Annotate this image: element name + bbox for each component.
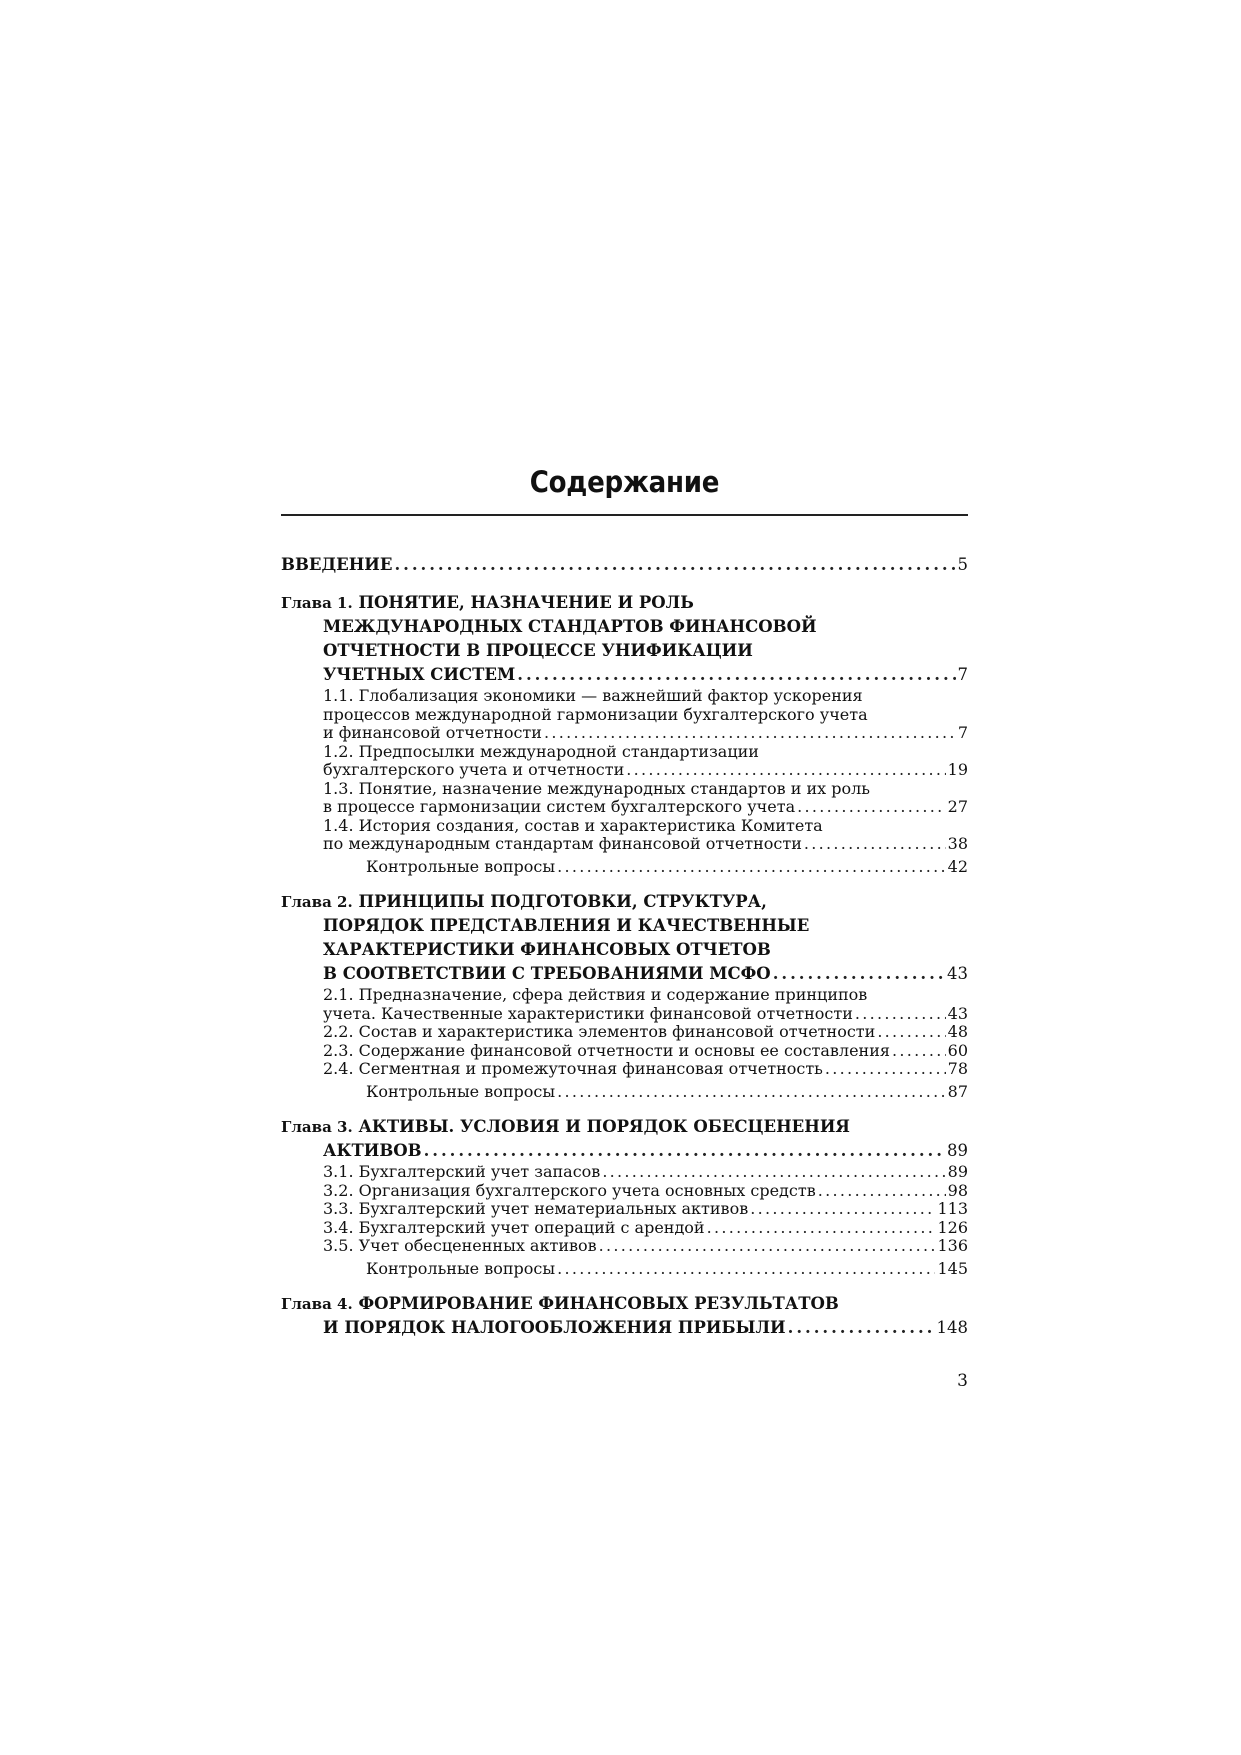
- dot-leader: [773, 962, 945, 986]
- toc-entry-section[interactable]: [281, 1237, 968, 1256]
- toc-entry-label: В СООТВЕТСТВИИ С ТРЕБОВАНИЯМИ МСФО: [323, 964, 771, 983]
- section-line[interactable]: 1.4. История создания, состав и характеристика Комитета: [323, 815, 823, 835]
- page-number: 3: [957, 1371, 968, 1391]
- table-of-contents: [281, 553, 968, 1340]
- dot-leader: [804, 835, 946, 854]
- chapter-heading-line[interactable]: [281, 962, 968, 986]
- toc-entry-section[interactable]: [281, 1163, 968, 1182]
- dot-leader: [626, 761, 945, 780]
- toc-page-number: 60: [947, 1040, 968, 1060]
- chapter-heading-line[interactable]: [281, 1316, 968, 1340]
- dot-leader: [602, 1163, 945, 1182]
- toc-page-number: 89: [947, 1141, 968, 1160]
- toc-entry-label: АКТИВОВ: [323, 1141, 422, 1160]
- chapter-heading-text: ФОРМИРОВАНИЕ ФИНАНСОВЫХ РЕЗУЛЬТАТОВ: [358, 1294, 839, 1313]
- chapter-heading-text: ПРИНЦИПЫ ПОДГОТОВКИ, СТРУКТУРА,: [358, 892, 767, 911]
- dot-leader: [855, 1005, 946, 1024]
- dot-leader: [424, 1139, 945, 1163]
- toc-entry-questions[interactable]: [281, 1083, 968, 1102]
- chapter-heading-text: АКТИВЫ. УСЛОВИЯ И ПОРЯДОК ОБЕСЦЕНЕНИЯ: [358, 1117, 850, 1136]
- dot-leader: [788, 1316, 935, 1340]
- chapter-prefix: Глава 3.: [281, 1118, 353, 1136]
- toc-page-number: 7: [957, 723, 968, 742]
- toc-entry-label: 3.3. Бухгалтерский учет нематериальных активов: [323, 1199, 749, 1218]
- section-line[interactable]: 1.3. Понятие, назначение международных стандартов и их роль: [323, 778, 871, 798]
- toc-entry-section[interactable]: [281, 1200, 968, 1219]
- toc-page-number: 7: [957, 665, 968, 684]
- chapter-block: [281, 890, 968, 1101]
- dot-leader: [797, 798, 946, 817]
- dot-leader: [707, 1219, 936, 1238]
- section-line[interactable]: 2.1. Предназначение, сфера действия и содержание принципов: [323, 985, 868, 1004]
- toc-entry-section[interactable]: [281, 724, 968, 743]
- toc-page-number: 98: [947, 1180, 968, 1200]
- title-rule: [281, 514, 968, 516]
- dot-leader: [892, 1042, 946, 1061]
- toc-entry-section[interactable]: [281, 1023, 968, 1042]
- chapter-block: [281, 591, 968, 876]
- toc-entry-label: Контрольные вопросы: [366, 1081, 556, 1101]
- toc-page-number: 78: [947, 1059, 968, 1078]
- toc-entry-section[interactable]: [281, 1005, 968, 1024]
- toc-entry-section[interactable]: [281, 1219, 968, 1238]
- toc-entry-label: 2.2. Состав и характеристика элементов финансовой отчетности: [323, 1022, 876, 1041]
- toc-page-number: 42: [947, 856, 968, 876]
- toc-page-number: 136: [937, 1236, 968, 1255]
- dot-leader: [750, 1200, 935, 1219]
- chapter-heading-line: ОТЧЕТНОСТИ В ПРОЦЕССЕ УНИФИКАЦИИ: [323, 641, 753, 660]
- toc-entry-introduction[interactable]: [281, 553, 968, 577]
- toc-entry-label: 3.5. Учет обесцененных активов: [323, 1236, 597, 1255]
- dot-leader: [557, 858, 946, 877]
- toc-entry-questions[interactable]: [281, 858, 968, 877]
- chapter-prefix: Глава 1.: [281, 594, 353, 612]
- chapter-prefix: Глава 2.: [281, 893, 353, 911]
- dot-leader: [825, 1060, 946, 1079]
- chapter-heading[interactable]: [281, 890, 968, 914]
- toc-entry-label: ВВЕДЕНИЕ: [281, 555, 393, 574]
- chapter-prefix: Глава 4.: [281, 1295, 353, 1313]
- chapter-heading-line: МЕЖДУНАРОДНЫХ СТАНДАРТОВ ФИНАНСОВОЙ: [323, 617, 817, 636]
- section-line[interactable]: 1.2. Предпосылки международной стандартизации: [323, 741, 759, 761]
- dot-leader: [544, 724, 956, 743]
- toc-entry-label: бухгалтерского учета и отчетности: [323, 760, 625, 779]
- toc-page-number: 43: [947, 1003, 968, 1023]
- toc-entry-section[interactable]: [281, 1182, 968, 1201]
- toc-page-number: 19: [947, 760, 968, 779]
- toc-entry-label: Контрольные вопросы: [366, 856, 556, 876]
- dot-leader: [557, 1260, 935, 1279]
- toc-entry-section[interactable]: [281, 1042, 968, 1061]
- chapter-heading-line: ПОРЯДОК ПРЕДСТАВЛЕНИЯ И КАЧЕСТВЕННЫЕ: [323, 916, 810, 935]
- dot-leader: [394, 553, 955, 577]
- toc-page-number: 48: [947, 1022, 968, 1041]
- chapter-heading[interactable]: [281, 1292, 968, 1316]
- section-line[interactable]: процессов международной гармонизации бухгалтерского учета: [323, 704, 868, 724]
- toc-page-number: 87: [947, 1081, 968, 1101]
- dot-leader: [557, 1083, 946, 1102]
- dot-leader: [877, 1023, 945, 1042]
- toc-page-number: 126: [937, 1217, 968, 1237]
- page-title: Содержание: [529, 465, 720, 499]
- toc-entry-label: 3.2. Организация бухгалтерского учета основных средств: [323, 1180, 816, 1200]
- chapter-block: [281, 1292, 968, 1340]
- toc-page-number: 27: [947, 797, 968, 816]
- section-line[interactable]: 1.1. Глобализация экономики — важнейший фактор ускорения: [323, 686, 863, 705]
- dot-leader: [599, 1237, 936, 1256]
- toc-entry-label: И ПОРЯДОК НАЛОГООБЛОЖЕНИЯ ПРИБЫЛИ: [323, 1318, 786, 1337]
- toc-entry-label: 2.3. Содержание финансовой отчетности и основы ее составления: [323, 1040, 890, 1060]
- toc-page-number: 113: [937, 1199, 968, 1218]
- toc-entry-label: по международным стандартам финансовой отчетности: [323, 834, 802, 853]
- toc-entry-section[interactable]: [281, 798, 968, 817]
- toc-page-number: 148: [936, 1318, 968, 1337]
- toc-entry-label: учета. Качественные характеристики финансовой отчетности: [323, 1003, 853, 1023]
- toc-page-number: 5: [957, 555, 968, 574]
- toc-page-number: 43: [947, 964, 968, 983]
- toc-entry-section[interactable]: [281, 835, 968, 854]
- toc-entry-questions[interactable]: [281, 1260, 968, 1279]
- toc-entry-section[interactable]: [281, 761, 968, 780]
- toc-page-number: 145: [937, 1258, 968, 1278]
- dot-leader: [517, 663, 955, 687]
- toc-entry-label: Контрольные вопросы: [366, 1258, 556, 1278]
- toc-entry-label: 3.1. Бухгалтерский учет запасов: [323, 1162, 601, 1181]
- toc-entry-label: УЧЕТНЫХ СИСТЕМ: [323, 665, 516, 684]
- chapter-heading-text: ПОНЯТИЕ, НАЗНАЧЕНИЕ И РОЛЬ: [358, 593, 694, 612]
- chapter-heading-line[interactable]: [281, 1139, 968, 1163]
- toc-page-number: 89: [947, 1162, 968, 1181]
- chapter-block: [281, 1115, 968, 1278]
- toc-entry-label: 2.4. Сегментная и промежуточная финансовая отчетность: [323, 1059, 823, 1078]
- chapter-heading-line[interactable]: [281, 663, 968, 687]
- toc-entry-section[interactable]: [281, 1060, 968, 1079]
- toc-entry-label: в процессе гармонизации систем бухгалтерского учета: [323, 797, 796, 816]
- dot-leader: [818, 1182, 946, 1201]
- chapter-heading-line: ХАРАКТЕРИСТИКИ ФИНАНСОВЫХ ОТЧЕТОВ: [323, 940, 771, 959]
- toc-entry-label: 3.4. Бухгалтерский учет операций с арендой: [323, 1217, 705, 1237]
- toc-entry-label: и финансовой отчетности: [323, 723, 542, 742]
- chapter-heading[interactable]: [281, 1115, 968, 1139]
- toc-page-number: 38: [947, 834, 968, 853]
- chapter-heading[interactable]: [281, 591, 968, 615]
